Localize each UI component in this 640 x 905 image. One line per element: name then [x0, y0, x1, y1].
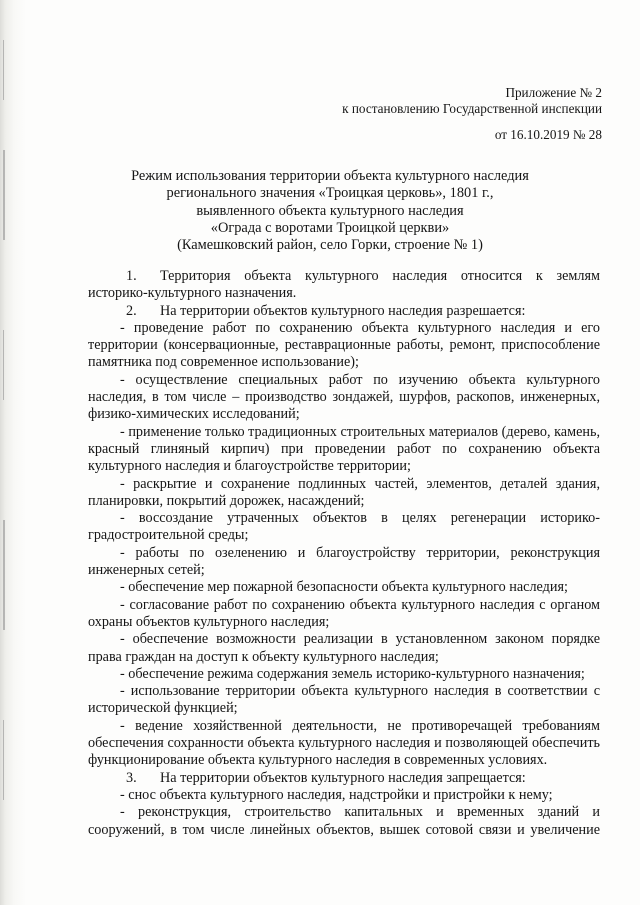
list-item: - согласование работ по сохранению объекта культурного наследия с органом охраны объектов культурного наследия;	[88, 596, 600, 630]
appendix-title: Приложение № 2	[505, 85, 602, 100]
list-item: - воссоздание утраченных объектов в целях регенерации историко-градостроительной среды;	[88, 510, 600, 544]
title-line: «Ограда с воротами Троицкой церкви»	[210, 219, 450, 236]
list-item: - раскрытие и сохранение подлинных частей, элементов, деталей здания, планировки, покрытий дорожек, насаждений;	[88, 475, 600, 509]
section-1	[88, 268, 600, 303]
section-number: 1.	[126, 268, 137, 284]
section-text: Территория объекта культурного наследия относится к землям историко-культурного назначения.	[88, 268, 600, 302]
document-title	[70, 168, 590, 254]
list-item: - использование территории объекта культурного наследия в соответствии с исторической функцией;	[88, 683, 600, 717]
list-item: - ведение хозяйственной деятельности, не противоречащей требованиям обеспечения сохранности объекта культурного наследия и позволяющей обеспечить функционирование объекта культурного наследия в современных условиях.	[88, 717, 600, 769]
list-item: - снос объекта культурного наследия, надстройки и пристройки к нему;	[120, 786, 553, 803]
list-item: - осуществление специальных работ по изучению объекта культурного наследия, в том числе – производство зондажей, шурфов, раскопов, инженерных, физико-химических исследований;	[88, 371, 600, 423]
appendix-date-line: от 16.10.2019 № 28	[494, 127, 602, 142]
section-2-heading	[88, 303, 600, 320]
list-item: - обеспечение возможности реализации в установленном законом порядке права граждан на доступ к объекту культурного наследия;	[88, 631, 600, 665]
section-text: На территории объектов культурного наследия разрешается:	[160, 302, 526, 319]
scan-edge	[0, 0, 26, 905]
title-line: (Камешковский район, село Горки, строение № 1)	[177, 237, 483, 254]
section-number: 2.	[126, 302, 137, 319]
title-line: выявленного объекта культурного наследия	[196, 202, 464, 219]
section-number: 3.	[126, 769, 137, 786]
section-3-heading	[88, 770, 600, 787]
section-text: На территории объектов культурного наследия запрещается:	[160, 769, 526, 786]
list-item: - проведение работ по сохранению объекта культурного наследия и его территории (консервационные, реставрационные работы, ремонт, приспособление памятника под современное использование);	[88, 319, 600, 371]
document-body	[88, 268, 600, 839]
list-item: - реконструкция, строительство капитальных и временных зданий и сооружений, в том числе линейных объектов, вышек сотовой связи и увеличение	[88, 804, 600, 838]
title-line: Режим использования территории объекта культурного наследия	[131, 168, 529, 184]
title-line: регионального значения «Троицкая церковь», 1801 г.,	[166, 185, 494, 202]
list-item: - обеспечение режима содержания земель историко-культурного назначения;	[120, 665, 585, 682]
list-item: - применение только традиционных строительных материалов (дерево, камень, красный глиняный кирпич) при проведении работ по сохранению объекта культурного наследия и благоустройстве территории;	[88, 423, 600, 475]
list-item: - обеспечение мер пожарной безопасности объекта культурного наследия;	[120, 579, 568, 596]
appendix-subtitle: к постановлению Государственной инспекции	[342, 101, 602, 116]
list-item: - работы по озеленению и благоустройству территории, реконструкция инженерных сетей;	[88, 544, 600, 579]
